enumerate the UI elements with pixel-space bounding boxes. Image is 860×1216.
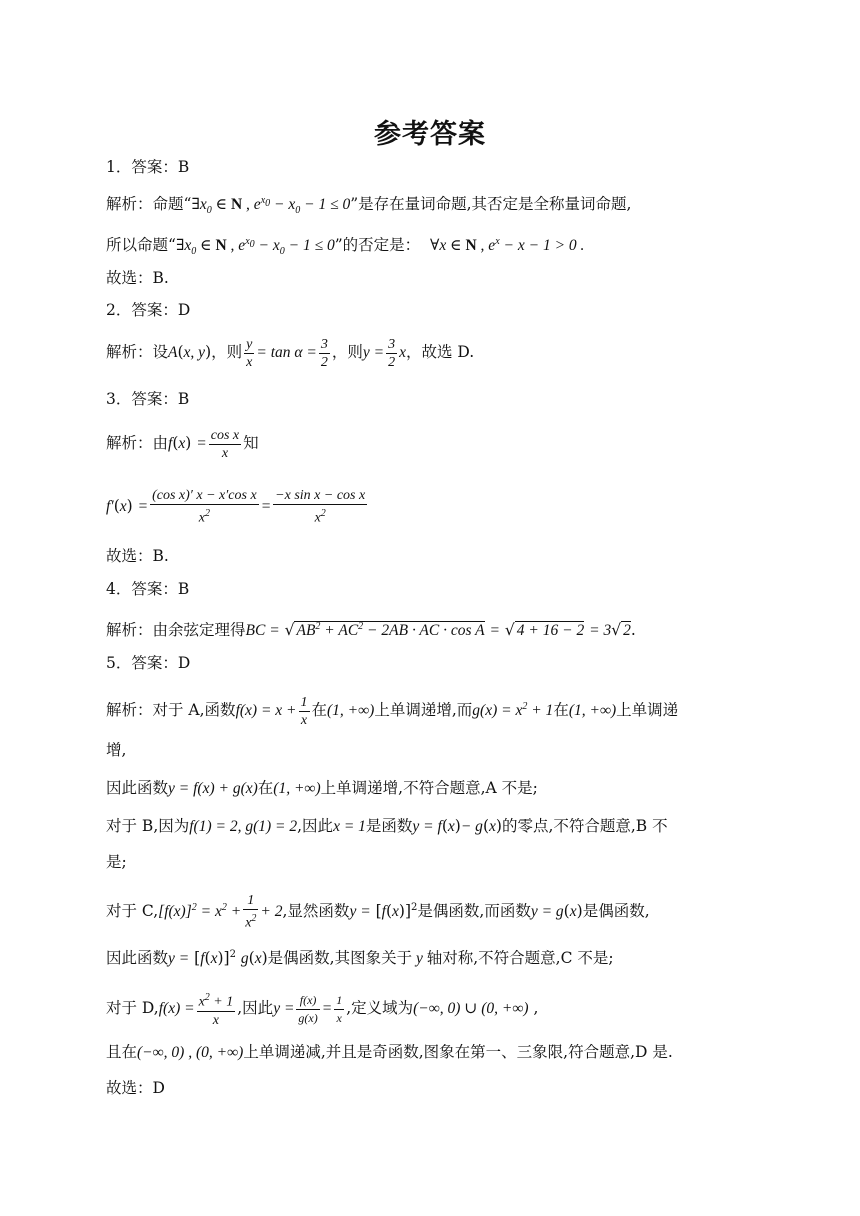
q5-line3: 因此函数y = f(x) + g(x)在(1, +∞)上单调递增,不符合题意,A 不是; (106, 779, 538, 797)
page-title: 参考答案 (374, 119, 486, 150)
answer-5-label: 5．答案：D (106, 654, 191, 672)
q3-explanation: 解析：由f(x) = $\frac{\text{cos x}}{x}$ 知 (106, 427, 259, 461)
q5-line8: 对于 D,f(x) = $\frac{x^2 + 1}{x}$ ,因此y = $\frac{f(x)}{g(x)}$ = $\frac{1}{x}$ ,定义域为(−∞, 0) ∪ (0, +∞) , (106, 988, 760, 1028)
answer-2-label: 2．答案：D (106, 301, 191, 319)
answer-4-label: 4．答案：B (106, 580, 190, 598)
q5-line9: 且在(−∞, 0) , (0, +∞)上单调递减,并且是奇函数,图象在第一、三象限,符合题意,D 是. (106, 1043, 673, 1061)
q4-explanation: 解析：由余弦定理得BC = √ $AB^2 + AC^2 - 2AB$ · AC · cos A = √ 4 + 16 − 2 = 3√ 2. (106, 621, 636, 640)
q5-line4: 对于 B,因为f(1) = 2, g(1) = 2,因此x = 1是函数y = f(x)− g(x)的零点,不符合题意,B 不 (106, 817, 668, 835)
q1-explanation-line1: 解析：命题“$\exists x_0$ ∈ N , $e^{x_0} - x_0 - 1 \le 0$”是存在量词命题,其否定是全称量词命题, (106, 195, 632, 217)
q5-conclusion: 故选：D (106, 1079, 165, 1097)
q1-explanation-line2: 所以命题“$\exists x_0$ ∈ N , $e^{x_0} - x_0 - 1 \le 0$”的否定是： ∀x ∈ N , $e^x - x - 1 > 0$ . (106, 236, 585, 258)
q2-explanation: 解析：设A(x, y)，则 $\frac{y}{x}$ = tan α = $\frac{3}{2}$ ，则y = $\frac{3}{2}$ x，故选 D. (106, 336, 475, 370)
q1-conclusion: 故选：B. (106, 269, 169, 287)
q5-line1: 解析：对于 A,函数f(x) = x + $\frac{1}{x}$ 在(1, +∞)上单调递增,而$g(x) = x^2 + 1$在(1, +∞)上单调递 (106, 694, 679, 728)
q3-conclusion: 故选：B. (106, 547, 169, 565)
q5-line6: 对于 $C,[f(x)]^2 = x^2$ + $\frac{1}{x^2}$ + 2,显然函数$y = [f(x)]^2$是偶函数,而函数y = g(x)是偶函数, (106, 893, 650, 931)
q5-line7: 因此函数$y = [f(x)]^2$ g(x)是偶函数,其图象关于 y 轴对称,不符合题意,C 不是; (106, 949, 614, 968)
q5-line5: 是; (106, 853, 127, 871)
q5-line2: 增, (106, 741, 127, 759)
answer-1-label: 1．答案：B (106, 158, 190, 176)
answer-3-label: 3．答案：B (106, 390, 190, 408)
q3-derivative-formula: f′(x) = $\frac{\text{(cos x)′ x − x′cos x}}{x^2}$ = $\frac{\text{−x sin x − cos x}}{x^2}$ (106, 488, 366, 526)
